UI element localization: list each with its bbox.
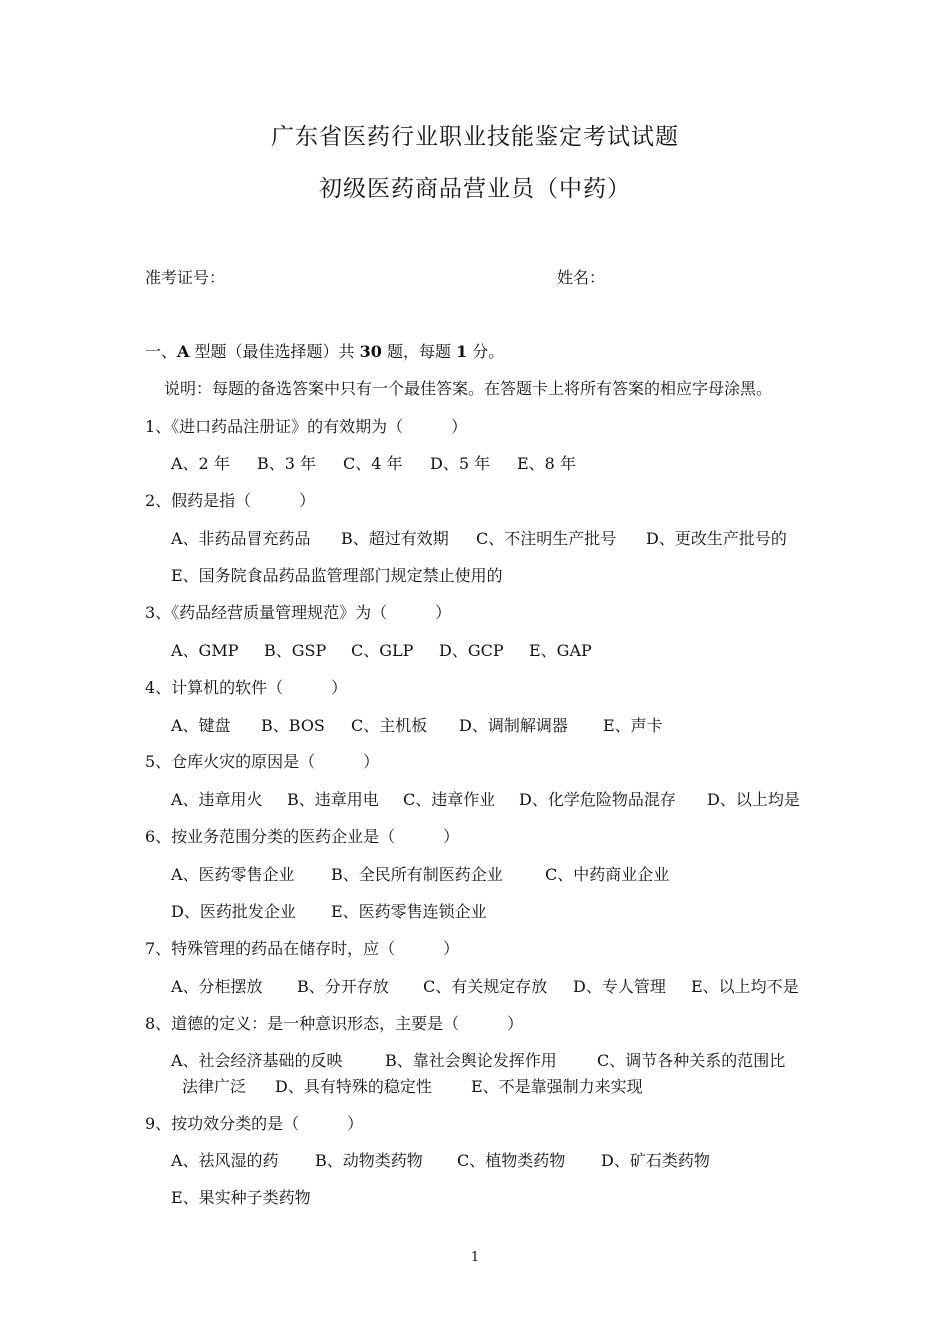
question-6: 6、按业务范围分类的医药企业是（ ） bbox=[145, 827, 460, 846]
option: E、果实种子类药物 bbox=[171, 1188, 311, 1207]
option: D、调制解调器 bbox=[459, 716, 568, 735]
option: C、GLP bbox=[351, 641, 414, 660]
option: B、GSP bbox=[264, 641, 327, 660]
option: E、国务院食品药品监管理部门规定禁止使用的 bbox=[171, 566, 503, 585]
question-4: 4、计算机的软件（ ） bbox=[145, 678, 348, 697]
option: D、更改生产批号的 bbox=[646, 529, 787, 548]
options-9 bbox=[171, 1151, 710, 1171]
option: D、矿石类药物 bbox=[601, 1151, 710, 1170]
options-6 bbox=[171, 865, 669, 885]
options-7 bbox=[171, 977, 799, 997]
option: D、具有特殊的稳定性 bbox=[275, 1077, 432, 1096]
section-heading bbox=[145, 342, 504, 362]
option: A、社会经济基础的反映 bbox=[171, 1051, 343, 1070]
question-3: 3、《药品经营质量管理规范》为（ ） bbox=[145, 603, 452, 622]
option: D、专人管理 bbox=[573, 977, 666, 996]
options-2 bbox=[171, 529, 787, 549]
options-2b bbox=[171, 566, 503, 586]
option: C、中药商业企业 bbox=[545, 865, 670, 884]
section-suffix: 分。 bbox=[467, 342, 505, 361]
option: B、3 年 bbox=[257, 454, 317, 473]
option: A、非药品冒充药品 bbox=[171, 529, 311, 548]
option: C、4 年 bbox=[343, 454, 403, 473]
option: D、以上均是 bbox=[707, 790, 800, 809]
question-1: 1、《进口药品注册证》的有效期为（ ） bbox=[145, 417, 468, 436]
option: B、违章用电 bbox=[287, 790, 379, 809]
section-count: 30 bbox=[359, 342, 382, 361]
question-7: 7、特殊管理的药品在储存时，应（ ） bbox=[145, 939, 460, 958]
option: A、键盘 bbox=[171, 716, 231, 735]
options-6b bbox=[171, 902, 487, 922]
options-1 bbox=[171, 454, 576, 474]
page-number: 1 bbox=[470, 1250, 480, 1265]
option: E、8 年 bbox=[517, 454, 576, 473]
section-score: 1 bbox=[456, 342, 468, 361]
exam-id-label: 准考证号： bbox=[145, 268, 226, 287]
option: C、有关规定存放 bbox=[423, 977, 548, 996]
option: C、违章作业 bbox=[403, 790, 496, 809]
question-9: 9、按功效分类的是（ ） bbox=[145, 1114, 364, 1133]
option: E、医药零售连锁企业 bbox=[331, 902, 487, 921]
options-8b bbox=[182, 1077, 643, 1097]
options-3 bbox=[171, 641, 592, 661]
option: E、不是靠强制力来实现 bbox=[471, 1077, 643, 1096]
option: A、GMP bbox=[171, 641, 239, 660]
option: C、植物类药物 bbox=[457, 1151, 566, 1170]
option: B、BOS bbox=[261, 716, 325, 735]
options-5 bbox=[171, 790, 800, 810]
option: B、超过有效期 bbox=[341, 529, 449, 548]
option: D、化学危险物品混存 bbox=[519, 790, 676, 809]
options-8 bbox=[171, 1051, 785, 1071]
option: D、GCP bbox=[439, 641, 504, 660]
option: B、分开存放 bbox=[297, 977, 389, 996]
option: B、动物类药物 bbox=[315, 1151, 423, 1170]
option: A、违章用火 bbox=[171, 790, 263, 809]
options-4 bbox=[171, 716, 663, 736]
option: A、医药零售企业 bbox=[171, 865, 295, 884]
options-9b bbox=[171, 1188, 311, 1208]
option: D、医药批发企业 bbox=[171, 902, 296, 921]
option: A、分柜摆放 bbox=[171, 977, 263, 996]
question-8: 8、道德的定义：是一种意识形态，主要是（ ） bbox=[145, 1014, 524, 1033]
name-label: 姓名： bbox=[557, 268, 606, 287]
section-type: A bbox=[177, 342, 190, 361]
option: E、GAP bbox=[529, 641, 592, 660]
option: A、2 年 bbox=[171, 454, 230, 473]
option: B、靠社会舆论发挥作用 bbox=[385, 1051, 557, 1070]
option: A、祛风湿的药 bbox=[171, 1151, 279, 1170]
document-title: 广东省医药行业职业技能鉴定考试试题 bbox=[271, 124, 679, 150]
section-note: 说明：每题的备选答案中只有一个最佳答案。在答题卡上将所有答案的相应字母涂黑。 bbox=[164, 379, 773, 398]
document-subtitle: 初级医药商品营业员（中药） bbox=[319, 176, 631, 202]
option: C、主机板 bbox=[351, 716, 428, 735]
option: C、不注明生产批号 bbox=[476, 529, 617, 548]
question-5: 5、仓库火灾的原因是（ ） bbox=[145, 752, 380, 771]
section-mid: 题，每题 bbox=[381, 342, 457, 361]
section-prefix: 一、 bbox=[145, 342, 178, 361]
section-desc: 型题（最佳选择题）共 bbox=[189, 342, 360, 361]
question-2: 2、假药是指（ ） bbox=[145, 491, 316, 510]
option: 法律广泛 bbox=[182, 1077, 247, 1096]
option: D、5 年 bbox=[430, 454, 491, 473]
option: E、以上均不是 bbox=[691, 977, 799, 996]
option: C、调节各种关系的范围比 bbox=[597, 1051, 786, 1070]
option: E、声卡 bbox=[603, 716, 663, 735]
option: B、全民所有制医药企业 bbox=[331, 865, 503, 884]
